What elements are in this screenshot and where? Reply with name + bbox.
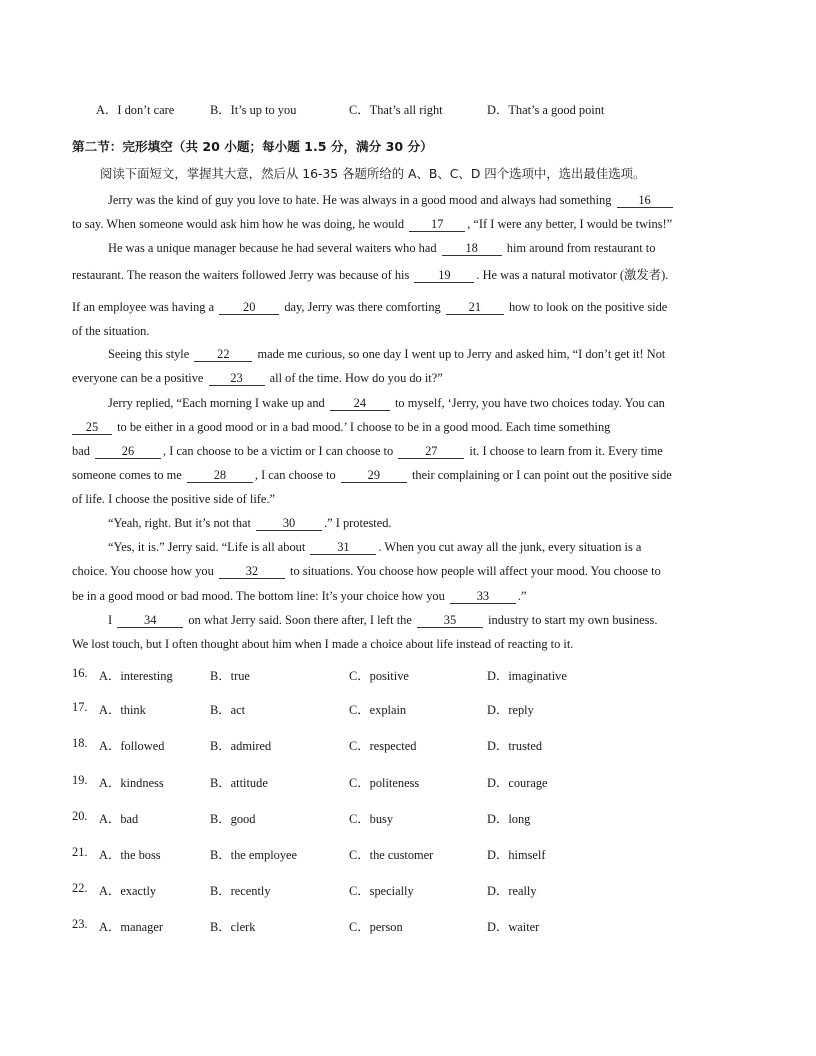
passage-line: 25 to be either in a good mood or in a bad mood.’ I choose to be in a good mood. Each time something <box>72 419 746 435</box>
option-b[interactable]: B．admired <box>210 739 272 753</box>
option-b[interactable]: B．act <box>210 703 246 717</box>
option-a[interactable]: A．exactly <box>99 884 157 898</box>
passage-line: restaurant. The reason the waiters followed Jerry was because of his 19 . He was a natural motivator (激发者). <box>72 268 669 282</box>
option-a[interactable]: A．manager <box>99 920 163 934</box>
passage-line: Jerry was the kind of guy you love to hate. He was always in a good mood and always had something 16 <box>108 192 746 208</box>
passage-line: of the situation. <box>72 324 150 338</box>
passage-line: bad 26 , I can choose to be a victim or I can choose to 27 it. I choose to learn from it. Every time <box>72 444 663 458</box>
option-d[interactable]: D．long <box>487 812 531 826</box>
passage-line: choice. You choose how you 32 to situations. You choose how people will affect your mood. You choose to <box>72 564 661 578</box>
blank-22[interactable]: 22 <box>194 348 252 362</box>
blank-33[interactable]: 33 <box>450 590 516 604</box>
passage-line: Seeing this style 22 made me curious, so one day I went up to Jerry and asked him, “I don’t get it! Not <box>108 347 666 361</box>
option-a: A．I don’t care <box>96 103 175 117</box>
passage-line: of life. I choose the positive side of life.” <box>72 492 276 506</box>
blank-29[interactable]: 29 <box>341 469 407 483</box>
blank-28[interactable]: 28 <box>187 469 253 483</box>
question-number: 23. <box>72 917 88 931</box>
option-d[interactable]: D．really <box>487 884 537 898</box>
blank-34[interactable]: 34 <box>117 614 183 628</box>
question-number: 20. <box>72 809 88 823</box>
option-c[interactable]: C．positive <box>349 669 409 683</box>
option-c[interactable]: C．person <box>349 920 403 934</box>
section-instruction: 阅读下面短文，掌握其大意，然后从 16-35 各题所给的 A、B、C、D 四个选项中，选出最佳选项。 <box>100 166 646 181</box>
blank-26[interactable]: 26 <box>95 445 161 459</box>
option-a[interactable]: A．followed <box>99 739 165 753</box>
blank-30[interactable]: 30 <box>256 517 322 531</box>
option-b[interactable]: B．recently <box>210 884 271 898</box>
blank-16[interactable]: 16 <box>617 194 673 208</box>
option-c[interactable]: C．the customer <box>349 848 434 862</box>
blank-24[interactable]: 24 <box>330 397 390 411</box>
section-title: 第二节：完形填空（共 20 小题；每小题 1.5 分，满分 30 分） <box>72 139 433 154</box>
question-number: 19. <box>72 773 88 787</box>
option-d[interactable]: D．courage <box>487 776 548 790</box>
blank-35[interactable]: 35 <box>417 614 483 628</box>
passage-line: We lost touch, but I often thought about him when I made a choice about life instead of reacting to it. <box>72 637 574 651</box>
option-d: D．That’s a good point <box>487 103 605 117</box>
option-b[interactable]: B．clerk <box>210 920 256 934</box>
option-d[interactable]: D．reply <box>487 703 534 717</box>
passage-line: I 34 on what Jerry said. Soon there after, I left the 35 industry to start my own business. <box>108 613 658 627</box>
option-c: C．That’s all right <box>349 103 443 117</box>
option-b[interactable]: B．the employee <box>210 848 298 862</box>
option-a[interactable]: A．the boss <box>99 848 161 862</box>
blank-21[interactable]: 21 <box>446 301 504 315</box>
passage-line: “Yeah, right. But it’s not that 30 .” I protested. <box>108 516 392 530</box>
passage-line: someone comes to me 28 , I can choose to 29 their complaining or I can point out the positive side <box>72 468 672 482</box>
passage-line: He was a unique manager because he had several waiters who had 18 him around from restaurant to <box>108 241 656 255</box>
option-c[interactable]: C．busy <box>349 812 394 826</box>
option-a[interactable]: A．kindness <box>99 776 164 790</box>
option-b: B．It’s up to you <box>210 103 297 117</box>
blank-31[interactable]: 31 <box>310 541 376 555</box>
option-a[interactable]: A．think <box>99 703 146 717</box>
option-b[interactable]: B．true <box>210 669 250 683</box>
option-a[interactable]: A．bad <box>99 812 139 826</box>
question-number: 18. <box>72 736 88 750</box>
blank-18[interactable]: 18 <box>442 242 502 256</box>
blank-23[interactable]: 23 <box>209 372 265 386</box>
passage-line: If an employee was having a 20 day, Jerry was there comforting 21 how to look on the positive side <box>72 300 668 314</box>
option-c[interactable]: C．specially <box>349 884 414 898</box>
option-b[interactable]: B．good <box>210 812 256 826</box>
blank-27[interactable]: 27 <box>398 445 464 459</box>
blank-17[interactable]: 17 <box>409 218 465 232</box>
passage-line: be in a good mood or bad mood. The bottom line: It’s your choice how you 33 .” <box>72 589 527 603</box>
passage-line: everyone can be a positive 23 all of the time. How do you do it?” <box>72 371 443 385</box>
passage-line: Jerry replied, “Each morning I wake up and 24 to myself, ‘Jerry, you have two choices today. You can <box>108 396 665 410</box>
question-number: 16. <box>72 666 88 680</box>
option-c[interactable]: C．politeness <box>349 776 420 790</box>
question-number: 21. <box>72 845 88 859</box>
blank-25[interactable]: 25 <box>72 421 112 435</box>
option-b[interactable]: B．attitude <box>210 776 268 790</box>
option-a[interactable]: A．interesting <box>99 669 173 683</box>
blank-19[interactable]: 19 <box>414 269 474 283</box>
option-c[interactable]: C．explain <box>349 703 407 717</box>
option-d[interactable]: D．trusted <box>487 739 543 753</box>
option-c[interactable]: C．respected <box>349 739 417 753</box>
passage-line: to say. When someone would ask him how he was doing, he would 17 , “If I were any better, I would be twins!” <box>72 217 673 231</box>
option-d[interactable]: D．waiter <box>487 920 540 934</box>
question-number: 22. <box>72 881 88 895</box>
question-number: 17. <box>72 700 88 714</box>
passage-line: “Yes, it is.” Jerry said. “Life is all about 31 . When you cut away all the junk, every situation is a <box>108 540 642 554</box>
option-d[interactable]: D．himself <box>487 848 546 862</box>
blank-32[interactable]: 32 <box>219 565 285 579</box>
blank-20[interactable]: 20 <box>219 301 279 315</box>
option-d[interactable]: D．imaginative <box>487 669 567 683</box>
